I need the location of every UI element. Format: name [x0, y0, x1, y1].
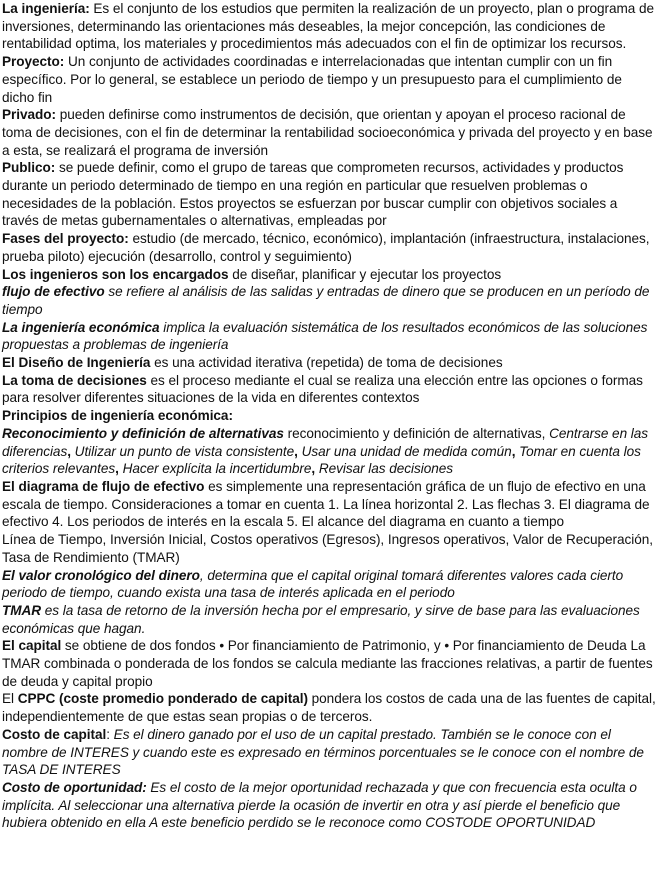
- definition-text: estudio (de mercado, técnico, económico), implantación (infraestructura, instalaciones, prueba piloto) ejecución (desarrollo, control y seguimiento): [2, 231, 650, 264]
- term-reconocimiento: Reconocimiento y definición de alternativas: [2, 425, 284, 441]
- principle-item: Tomar en cuenta los criterios relevantes: [2, 443, 641, 477]
- term-proyecto: Proyecto:: [2, 54, 65, 70]
- separator: :: [106, 726, 114, 742]
- paragraph-toma-decisiones: [2, 372, 656, 407]
- paragraph-privado: [2, 106, 656, 159]
- separator: ,: [67, 443, 75, 459]
- term-ingenieria: La ingeniería:: [2, 1, 90, 16]
- paragraph-principios-list: [2, 425, 656, 478]
- term-valor-cronologico: El valor cronológico del dinero: [2, 567, 200, 583]
- term-flujo-efectivo: flujo de efectivo: [2, 284, 105, 300]
- term-fases: Fases del proyecto:: [2, 231, 129, 247]
- heading-principios: [2, 407, 656, 425]
- definition-text: Línea de Tiempo, Inversión Inicial, Costos operativos (Egresos), Ingresos operativos, Valor de Recuperación, Tasa de Rendimiento (TMAR): [2, 532, 653, 565]
- paragraph-costo-capital: [2, 726, 656, 779]
- definition-text: pondera los costos de cada una de las fuentes de capital, independientemente de que estas sean propias o de terceros.: [2, 691, 656, 725]
- definition-text: es la tasa de retorno de la inversión hecha por el empresario, y sirve de base para las evaluaciones económicas que hagan.: [2, 602, 640, 636]
- separator: ,: [115, 461, 123, 477]
- definition-text: de diseñar, planificar y ejecutar los proyectos: [228, 266, 502, 282]
- definition-text: Un conjunto de actividades coordinadas e interrelacionadas que intentan cumplir con un fin específico. Por lo general, se establece un periodo de tiempo y un presupuesto para el cumplimiento de dicho fin: [2, 54, 622, 105]
- definition-text: El: [2, 691, 18, 707]
- paragraph-proyecto: [2, 53, 656, 106]
- paragraph-fases: [2, 230, 656, 265]
- definition-text: reconocimiento y definición de alternativas,: [283, 425, 550, 441]
- definition-text: es simplemente una representación gráfica de un flujo de efectivo en una escala de tiempo. Consideraciones a tomar en cuenta 1. La línea horizontal 2. Las flechas 3. El diagrama de efectivo 4. Los periodos de interés en la escala 5. El alcance del diagrama en cuanto a tiempo: [2, 478, 650, 530]
- principle-item: Revisar las decisiones: [318, 461, 453, 477]
- term-costo-oportunidad: Costo de oportunidad:: [2, 779, 147, 795]
- paragraph-linea-tiempo: [2, 531, 656, 566]
- term-ingenieria-economica: La ingeniería económica: [2, 319, 160, 335]
- term-diseno: El Diseño de Ingeniería: [2, 355, 151, 371]
- definition-text: , determina que el capital original tomará diferentes valores cada cierto periodo de tiempo, cuando exista una tasa de interés aplicada en el periodo: [2, 567, 624, 601]
- term-cppc: CPPC (coste promedio ponderado de capital): [17, 691, 308, 707]
- term-publico: Publico:: [2, 160, 56, 176]
- definition-text: se puede definir, como el grupo de tareas que comprometen recursos, actividades y productos durante un periodo determinado de tiempo en una región en particular que resuelven problemas o necesidades de la población. Estos proyectos se esfuerzan por buscar cumplir con objetivos sociales a través de metas gubernamentales o alternativas, empleadas por: [2, 160, 624, 229]
- definition-text: es el proceso mediante el cual se realiza una elección entre las opciones o formas para resolver diferentes situaciones de la vida en diferentes contextos: [2, 372, 643, 406]
- term-diagrama-flujo: El diagrama de flujo de efectivo: [2, 478, 205, 494]
- term-principios: Principios de ingeniería económica:: [2, 408, 233, 424]
- principle-item: Centrarse en las diferencias: [2, 425, 649, 459]
- term-privado: Privado:: [2, 107, 56, 123]
- separator: ,: [511, 443, 520, 459]
- paragraph-capital: [2, 637, 656, 690]
- paragraph-tmar: [2, 602, 656, 637]
- principle-item: Usar una unidad de medida común: [301, 443, 512, 459]
- definition-text: Es el costo de la mejor oportunidad rechazada y que con frecuencia esta oculta o implícita. Al seleccionar una alternativa pierde la ocasión de invertir en otra y así pierde el beneficio que hubiera obtenido en ella A este beneficio perdido se le reconoce como COSTODE OPORTUNIDAD: [2, 779, 637, 831]
- principle-item: Hacer explícita la incertidumbre: [122, 461, 312, 477]
- definition-text: se refiere al análisis de las salidas y entradas de dinero que se producen en un período de tiempo: [2, 284, 650, 317]
- term-costo-capital: Costo de capital: [2, 726, 107, 742]
- principle-item: Utilizar un punto de vista consistente: [74, 443, 295, 459]
- definition-text: pueden definirse como instrumentos de decisión, que orientan y apoyan el proceso racional de toma de decisiones, con el fin de determinar la rentabilidad socioeconómica y privada del proyecto y en base a esta, se realizará el programa de inversión: [2, 107, 653, 158]
- definition-text: implica la evaluación sistemática de los resultados económicos de las soluciones propuestas a problemas de ingeniería: [2, 319, 648, 353]
- definition-text: Es el conjunto de los estudios que permiten la realización de un proyecto, plan o programa de inversiones, determinando las orientaciones más deseables, la mejor concepción, las condiciones de rentabilidad optima, los materiales y procedimientos más adecuados con el fin de optimizar los recursos.: [2, 1, 655, 52]
- paragraph-ingenieros: [2, 266, 656, 284]
- separator: ,: [311, 461, 319, 477]
- term-tmar: TMAR: [2, 602, 42, 618]
- paragraph-cppc: [2, 690, 656, 725]
- paragraph-diagrama-flujo: [2, 478, 656, 531]
- paragraph-publico: [2, 159, 656, 230]
- paragraph-diseno: [2, 354, 656, 372]
- paragraph-ingenieria-economica: [2, 319, 656, 354]
- term-toma-decisiones: La toma de decisiones: [2, 372, 147, 388]
- paragraph-ingenieria: [2, 0, 656, 53]
- separator: ,: [294, 443, 302, 459]
- paragraph-costo-oportunidad: [2, 779, 656, 832]
- paragraph-valor-cronologico: [2, 567, 656, 602]
- paragraph-flujo-efectivo: [2, 283, 656, 318]
- term-ingenieros: Los ingenieros son los encargados: [2, 266, 229, 282]
- term-capital: El capital: [2, 638, 62, 654]
- definition-text: se obtiene de dos fondos • Por financiamiento de Patrimonio, y • Por financiamiento de Deuda La TMAR combinada o ponderada de los fondos se calcula mediante las fracciones relativas, a partir de fuentes de deuda y capital propio: [2, 638, 653, 689]
- definition-text: es una actividad iterativa (repetida) de toma de decisiones: [150, 355, 503, 371]
- definition-text: Es el dinero ganado por el uso de un capital prestado. También se le conoce con el nombre de INTERES y cuando este es expresado en términos porcentuales se le conoce con el nombre de TASA DE INTERES: [2, 726, 644, 778]
